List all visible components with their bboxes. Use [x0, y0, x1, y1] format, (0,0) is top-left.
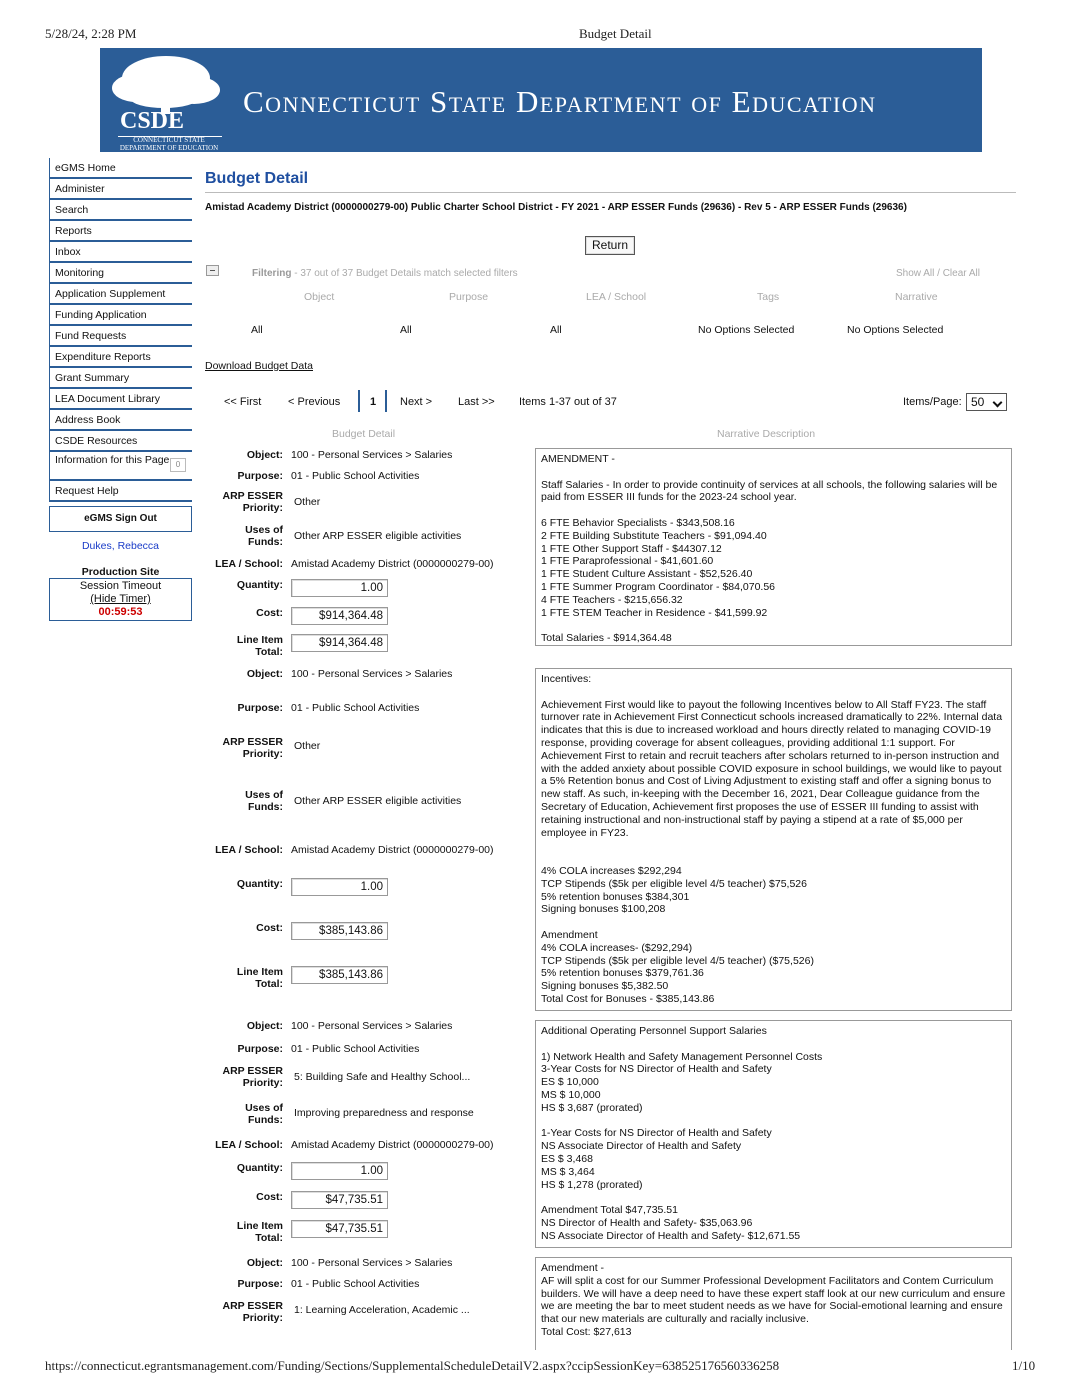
- nav-search[interactable]: Search: [49, 200, 192, 221]
- quantity-label: Quantity:: [236, 878, 283, 890]
- info-count-badge: 0: [170, 458, 186, 472]
- nav-csde-resources[interactable]: CSDE Resources: [49, 431, 192, 452]
- pager-previous[interactable]: < Previous: [288, 396, 341, 408]
- nav-administer[interactable]: Administer: [49, 179, 192, 200]
- narrative-box: [535, 1257, 1012, 1350]
- nav-application-supplement[interactable]: Application Supplement: [49, 284, 192, 305]
- lea-label: LEA / School:: [215, 558, 283, 570]
- lea-value: Amistad Academy District (0000000279-00): [291, 558, 494, 570]
- narrative-text: Amendment - AF will split a cost for our Summer Professional Development Facilitators and Contem Curriculum builders. We will have a deep need to have these expert staff look at our new curriculum and ensure we are meeting the bar to meet student needs as we have for Social-emotional learning and ensure that our new materials are culturally and racially inclusive. Total Cost: $27,613: [541, 1262, 1006, 1338]
- session-timeout-label: Session Timeout: [79, 580, 162, 592]
- page-subtitle: Amistad Academy District (0000000279-00) Public Charter School District - FY 2021 - ARP ESSER Funds (29636) - Rev 5 - ARP ESSER Funds (29636): [205, 202, 907, 213]
- purpose-label: Purpose:: [237, 1043, 283, 1055]
- download-budget-link[interactable]: Download Budget Data: [205, 360, 313, 372]
- production-site-label: Production Site: [81, 566, 160, 578]
- uses-label: Uses of Funds:: [245, 789, 283, 813]
- cost-label: Cost:: [256, 607, 283, 619]
- purpose-value: 01 - Public School Activities: [291, 1043, 420, 1055]
- nav-inbox[interactable]: Inbox: [49, 242, 192, 263]
- filter-label: Filtering: [252, 268, 292, 279]
- total-label: Line Item Total:: [236, 966, 283, 990]
- nav-request-help[interactable]: Request Help: [49, 481, 192, 502]
- column-header-narrative: Narrative Description: [717, 428, 816, 440]
- pager-separator: [385, 390, 387, 412]
- quantity-field[interactable]: 1.00: [291, 878, 388, 896]
- lea-value: Amistad Academy District (0000000279-00): [291, 1139, 494, 1151]
- collapse-filter-icon[interactable]: [206, 265, 219, 276]
- narrative-box: [535, 668, 1012, 1011]
- total-label: Line Item Total:: [236, 634, 283, 658]
- print-url: https://connecticut.egrantsmanagement.com/Funding/Sections/SupplementalScheduleDetailV2.aspx?ccipSessionKey=638525176560336258: [45, 1358, 780, 1373]
- nav-fund-requests[interactable]: Fund Requests: [49, 326, 192, 347]
- lea-value: Amistad Academy District (0000000279-00): [291, 844, 494, 856]
- filter-lea-select[interactable]: All: [550, 324, 562, 336]
- narrative-text: Additional Operating Personnel Support Salaries 1) Network Health and Safety Management Personnel Costs 3-Year Costs for NS Director of Health and Safety ES $ 10,000 MS $ 10,000 HS $ 3,687 (prorated) 1-Year Costs for NS Director of Health and Safety NS Associate Director of Health and Safety ES $ 3,468 MS $ 3,464 HS $ 1,278 (prorated) Amendment Total $47,735.51 NS Director of Health and Safety- $35,063.96 NS Associate Director of Health and Safety- $12,671.55: [541, 1025, 823, 1242]
- priority-label: ARP ESSER Priority:: [222, 1300, 283, 1324]
- object-label: Object:: [246, 1020, 283, 1032]
- quantity-field[interactable]: 1.00: [291, 1162, 388, 1180]
- pager-current-page[interactable]: 1: [370, 396, 377, 408]
- priority-value: 5: Building Safe and Healthy School...: [294, 1071, 471, 1083]
- filter-purpose-select[interactable]: All: [400, 324, 412, 336]
- object-value: 100 - Personal Services > Salaries: [291, 1257, 453, 1269]
- logo-subtitle: CONNECTICUT STATE DEPARTMENT OF EDUCATION: [119, 136, 219, 152]
- pager-last[interactable]: Last >>: [458, 396, 495, 408]
- purpose-value: 01 - Public School Activities: [291, 1278, 420, 1290]
- object-value: 100 - Personal Services > Salaries: [291, 449, 453, 461]
- nav-info-page[interactable]: [49, 452, 192, 481]
- nav-info-page-label: Information for this Page: [55, 454, 170, 466]
- total-field[interactable]: $47,735.51: [291, 1220, 388, 1238]
- pager-first[interactable]: << First: [224, 396, 262, 408]
- filter-count: - 37 out of 37 Budget Details match selected filters: [294, 268, 518, 279]
- object-label: Object:: [246, 449, 283, 461]
- page-title: Budget Detail: [205, 170, 309, 187]
- total-label: Line Item Total:: [236, 1220, 283, 1244]
- purpose-label: Purpose:: [237, 1278, 283, 1290]
- priority-label: ARP ESSER Priority:: [222, 1065, 283, 1089]
- return-button[interactable]: Return: [585, 236, 635, 255]
- quantity-label: Quantity:: [236, 579, 283, 591]
- logo-text: CSDE: [120, 108, 185, 134]
- session-time: 00:59:53: [98, 606, 143, 618]
- total-field[interactable]: $385,143.86: [291, 966, 388, 984]
- quantity-label: Quantity:: [236, 1162, 283, 1174]
- quantity-field[interactable]: 1.00: [291, 579, 388, 597]
- sign-out-button[interactable]: eGMS Sign Out: [49, 506, 192, 532]
- priority-value: Other: [294, 496, 321, 508]
- sidebar-nav: [49, 158, 192, 532]
- pager-next[interactable]: Next >: [400, 396, 433, 408]
- priority-value: 1: Learning Acceleration, Academic ...: [294, 1304, 470, 1316]
- filter-header-purpose: Purpose: [449, 291, 489, 303]
- object-label: Object:: [246, 1257, 283, 1269]
- filter-tags-select[interactable]: No Options Selected: [698, 324, 795, 336]
- filter-object-select[interactable]: All: [251, 324, 263, 336]
- pager-items-count: Items 1-37 out of 37: [519, 396, 617, 408]
- uses-label: Uses of Funds:: [245, 524, 283, 548]
- nav-lea-document-library[interactable]: LEA Document Library: [49, 389, 192, 410]
- filter-status: [252, 268, 518, 279]
- purpose-label: Purpose:: [237, 470, 283, 482]
- object-value: 100 - Personal Services > Salaries: [291, 668, 453, 680]
- cost-field[interactable]: $914,364.48: [291, 607, 388, 625]
- narrative-box: [535, 448, 1012, 646]
- items-per-page-value: 50: [971, 395, 985, 409]
- uses-value: Other ARP ESSER eligible activities: [294, 795, 462, 807]
- filter-header-object: Object: [304, 291, 335, 303]
- total-field[interactable]: $914,364.48: [291, 634, 388, 652]
- priority-label: ARP ESSER Priority:: [222, 490, 283, 514]
- filter-header-lea: LEA / School: [586, 291, 647, 303]
- cost-field[interactable]: $385,143.86: [291, 922, 388, 940]
- title-divider: [205, 192, 1016, 193]
- lea-label: LEA / School:: [215, 844, 283, 856]
- items-per-page-label: Items/Page:: [903, 396, 962, 408]
- object-label: Object:: [246, 668, 283, 680]
- uses-value: Other ARP ESSER eligible activities: [294, 530, 462, 542]
- priority-label: ARP ESSER Priority:: [222, 736, 283, 760]
- filter-narrative-select[interactable]: No Options Selected: [847, 324, 944, 336]
- nav-reports[interactable]: Reports: [49, 221, 192, 242]
- banner-title: Connecticut State Department of Education: [243, 84, 877, 119]
- header-banner: [100, 48, 982, 152]
- uses-label: Uses of Funds:: [245, 1102, 283, 1126]
- purpose-label: Purpose:: [237, 702, 283, 714]
- nav-funding-application[interactable]: Funding Application: [49, 305, 192, 326]
- nav-address-book[interactable]: Address Book: [49, 410, 192, 431]
- uses-value: Improving preparedness and response: [294, 1107, 474, 1119]
- cost-field[interactable]: $47,735.51: [291, 1191, 388, 1209]
- purpose-value: 01 - Public School Activities: [291, 702, 420, 714]
- lea-label: LEA / School:: [215, 1139, 283, 1151]
- narrative-text: AMENDMENT - Staff Salaries - In order to provide continuity of services at all schools, the following salaries will be paid from ESSER III funds for the 2023-24 school year. 6 FTE Behavior Specialists - $343,508.16 2 FTE Building Substitute Teachers - $91,094.40 1 FTE Other Support Staff - $44307.12 1 FTE Paraprofessional - $41,601.60 1 FTE Student Culture Assistant - $52,526.40 1 FTE Summer Program Coordinator - $84,070.56 4 FTE Teachers - $215,656.32 1 FTE STEM Teacher in Residence - $41,599.92 Total Salaries - $914,364.48: [541, 453, 998, 645]
- column-header-budget-detail: Budget Detail: [332, 428, 396, 440]
- session-timer: [49, 578, 192, 621]
- cost-label: Cost:: [256, 922, 283, 934]
- user-name-link[interactable]: Dukes, Rebecca: [81, 540, 160, 552]
- hide-timer-link[interactable]: (Hide Timer): [90, 593, 151, 605]
- pager-separator: [358, 390, 360, 412]
- print-page-number: 1/10: [1012, 1358, 1036, 1373]
- nav-grant-summary[interactable]: Grant Summary: [49, 368, 192, 389]
- nav-monitoring[interactable]: Monitoring: [49, 263, 192, 284]
- nav-egms-home[interactable]: eGMS Home: [49, 158, 192, 179]
- priority-value: Other: [294, 740, 321, 752]
- cost-label: Cost:: [256, 1191, 283, 1203]
- show-all-clear-all-link[interactable]: Show All / Clear All: [896, 268, 980, 279]
- narrative-text: Incentives: Achievement First would like to payout the following Incentives below to All Staff FY23. The staff turnover rate in Achievement First Connecticut schools increased dramatically to 22%. Internal data indicates that this is due to increased workload and hours directly related to managing COVID-19 response, providing coverage for absent colleagues, providing additional 1:1 support. For Achievement First to retain and recruit teachers after scholars returned to in-person instruction and with the added anxiety about possible COVID exposure in school buildings, we would like to payout a 5% Retention bonus and Cost of Living Adjustment to existing staff and offer a signing bonus to new staff. As such, in-keeping with the December 16, 2021, Dear Colleague guidance from the Secretary of Education, Achievement first proposes the use of ESSER III funding to assist with retaining instructional and non-instructional staff by paying a stipend at a rate of $5,000 per employee in FY23. 4% COLA increases $292,294 TCP Stipends ($5k per eligible level 4/5 teacher) $75,526 5% retention bonuses $384,301 Signing bonuses $100,208 Amendment 4% COLA increases- ($292,294) TCP Stipends ($5k per eligible level 4/5 teacher) ($75,526) 5% retention bonuses $379,761.36 Signing bonuses $5,382.50 Total Cost for Bonuses - $385,143.86: [541, 673, 1003, 1005]
- items-per-page-select[interactable]: [966, 393, 1007, 411]
- print-datetime: 5/28/24, 2:28 PM: [45, 26, 137, 41]
- purpose-value: 01 - Public School Activities: [291, 470, 420, 482]
- filter-header-narrative: Narrative: [895, 291, 938, 303]
- narrative-box: [535, 1020, 1012, 1248]
- filter-header-tags: Tags: [757, 291, 780, 303]
- print-page-title: Budget Detail: [579, 26, 652, 41]
- nav-expenditure-reports[interactable]: Expenditure Reports: [49, 347, 192, 368]
- object-value: 100 - Personal Services > Salaries: [291, 1020, 453, 1032]
